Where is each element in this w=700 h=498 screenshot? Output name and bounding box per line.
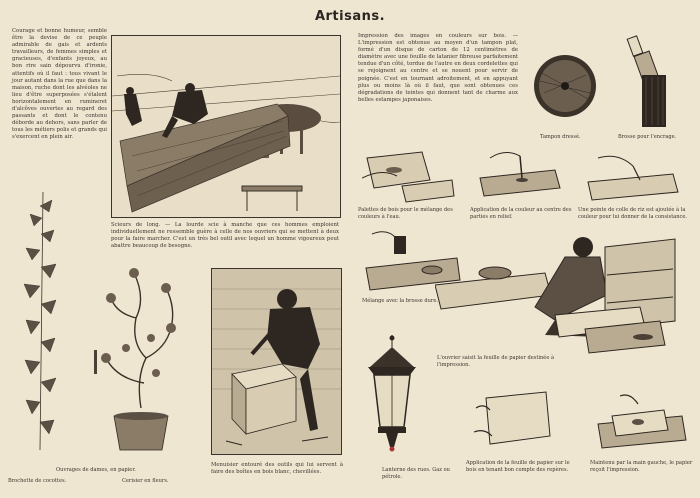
printer-illustration [435,225,685,355]
coloring-illustration [470,148,565,203]
carpenter-caption: Menuisier entouré des outils qui lui servent à faire des boîtes en bois blanc, chevillées. [211,462,343,476]
page-title: Artisans. [314,9,386,24]
lantern-caption: Lanterne des rues. Gaz ou pétrole. [382,467,450,480]
step7-caption: Maintenu par la main gauche, le papier reçoit l'impression. [590,460,693,473]
printing-text [358,33,518,104]
sawyers-illustration [111,35,341,218]
sheet-application-illustration [466,388,566,456]
step3-caption: Une pointe de colle de riz est ajoutée à la couleur pour lui donner de la consistance. [578,207,688,220]
cherry-caption: Cerisier en fleurs. [122,478,169,484]
step1-caption: Palettes de bois pour le mélange des couleurs à l'eau. [358,207,453,220]
palette-illustration [362,148,457,203]
final-print-illustration [590,390,690,456]
paper-flower-illustration [16,192,66,452]
printing-heading: Impression des images en couleurs sur bois. — [358,33,518,39]
step6-caption: Application de la feuille de papier sur le bois en tenant bon compte des repères. [466,460,570,473]
tampon-illustration [532,53,598,119]
rice-paste-illustration [578,148,683,203]
paper-flowers-caption: Ouvrages de dames, en papier. [56,467,136,473]
cherry-tree-illustration [86,258,196,458]
step2-caption: Application de la couleur au centre des parties en relief. [470,207,572,220]
printing-body: L'impression est obtenue au moyen d'un tampon plat, formé d'un disque de carton de 12 centimètres de diamètre avec une feuille de latanier fibreuse parfaitement tendue d'un côté, tordue de l'autre en deux cordelettes qui se rejoignent au centre et se nouent pour servir de poignée. C'est en tournant adroitement, et en appuyant plus ou moins là où il faut, que sont obtenues ces dégradations de teintes qui donnent tant de charme aux belles estampes japonaises. [358,40,518,103]
intro-text: Courage et bonne humeur, semble être la devise de ce peuple admirable de gais et ardents travailleurs, de femmes simples et gracieuses, d'enfants joyeux, au bon rire sain dépourvu d'ironie, attentifs où il faut : tous vivant le jour autant dans la rue que dans la maison, ruche dont les alvéoles ne lieu d'être superposées s'étalent horizontalement en rumineret d'alcôves ouvertes au regard des passants et dont le contenu déborde au dehors, sans parler de tous les métiers polis et grands qui s'exercent en plein air. [12,28,107,141]
sawyers-caption: Scieurs de long. — La lourde scie à manche que ces hommes emploient individuellement ne ressemble guère à celle de nos ouvriers qui se mettent à deux pour la faire marcher. C'est un très bel outil avec lequel un homme vigoureux peut abattre beaucoup de besogne. [111,222,339,250]
step4-caption: Mélange avec la brosse dure. [362,298,438,304]
lantern-illustration [364,335,420,453]
brush-caption: Brosse pour l'encrage. [618,134,677,140]
cocottes-caption: Brochette de cocottes. [8,478,67,484]
brush-illustration [622,35,668,130]
carpenter-illustration [211,268,342,455]
step5-caption: L'ouvrier saisit la feuille de papier destinée à l'impression. [437,355,554,368]
tampon-caption: Tampon dressé. [540,134,581,140]
